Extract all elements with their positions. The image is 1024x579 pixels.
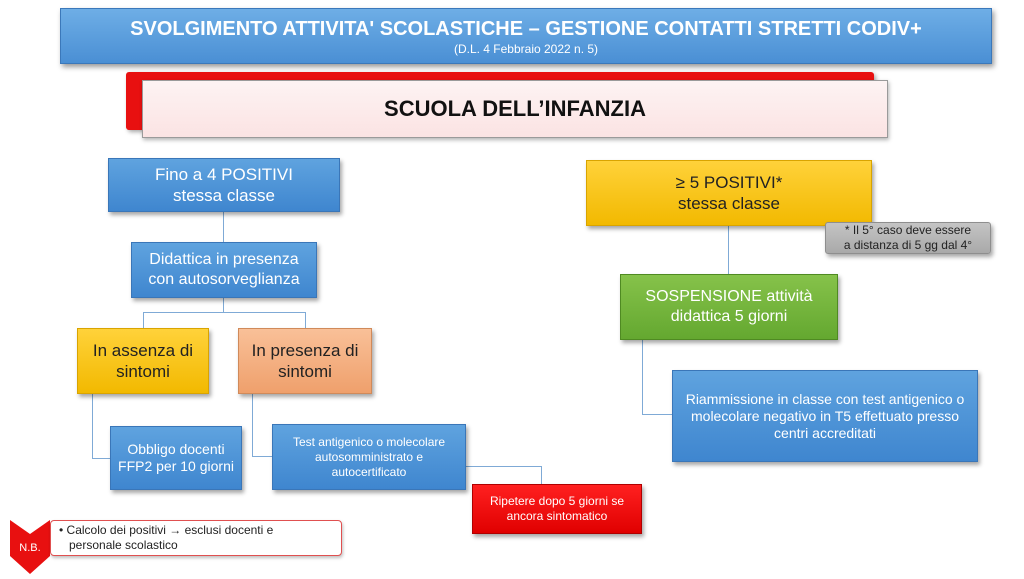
five-or-more-positives-line1: ≥ 5 POSITIVI* [675,173,783,192]
self-test-line3: autocertificato [331,464,407,479]
connector [642,414,672,415]
repeat-test-box [472,484,642,534]
connector [541,466,542,484]
nb-badge [10,520,50,574]
fifth-case-note-line2: a distanza di 5 gg dal 4° [843,238,973,252]
footnote-line1: • Calcolo dei positivi → esclusi docenti e [59,523,274,537]
connector [143,312,144,328]
suspension-line1: SOSPENSIONE attività [645,288,813,305]
in-person-teaching-line1: Didattica in presenza [149,251,299,268]
suspension-line2: didattica 5 giorni [670,308,788,325]
up-to-4-positives-box [108,158,340,212]
section-title-box [142,80,888,138]
ffp2-obligation-box [110,426,242,490]
header-banner [60,8,992,64]
up-to-4-positives-line1: Fino a 4 POSITIVI [155,165,293,184]
repeat-test-line2: ancora sintomatico [506,509,608,523]
readmission-line1: Riammissione in classe con test antigenico o [685,390,965,407]
nb-label: N.B. [19,542,41,554]
ffp2-obligation-line1: Obbligo docenti [127,441,225,457]
self-test-line2: autosomministrato e [314,449,424,464]
connector [305,312,306,328]
fifth-case-note [825,222,991,254]
section-title: SCUOLA DELL’INFANZIA [384,96,646,121]
ffp2-obligation-line2: FFP2 per 10 giorni [118,458,234,474]
readmission-line2: molecolare negativo in T5 effettuato presso [691,407,959,424]
no-symptoms-line1: In assenza di [92,341,194,360]
connector [92,394,93,458]
no-symptoms-line2: sintomi [116,362,170,381]
connector [252,394,253,456]
self-test-line1: Test antigenico o molecolare [292,434,446,449]
readmission-box [672,370,978,462]
connector [252,456,272,457]
no-symptoms-box [77,328,209,394]
header-title: SVOLGIMENTO ATTIVITA' SCOLASTICHE – GESTIONE CONTATTI STRETTI CODIV+ [130,17,922,40]
with-symptoms-box [238,328,372,394]
in-person-teaching-line2: con autosorveglianza [148,271,300,288]
self-test-box [272,424,466,490]
five-or-more-positives-box [586,160,872,226]
connector [728,226,729,274]
connector [223,298,224,312]
connector [642,340,643,414]
readmission-line3: centri accreditati [774,424,876,441]
repeat-test-line1: Ripetere dopo 5 giorni se [489,494,625,508]
five-or-more-positives-line2: stessa classe [677,194,781,213]
connector [223,212,224,242]
up-to-4-positives-line2: stessa classe [172,186,276,205]
footnote-box [50,520,342,556]
connector [143,312,306,313]
fifth-case-note-line1: * Il 5° caso deve essere [844,223,972,237]
with-symptoms-line1: In presenza di [251,341,359,360]
suspension-box [620,274,838,340]
connector [92,458,110,459]
with-symptoms-line2: sintomi [278,362,332,381]
in-person-teaching-box [131,242,317,298]
footnote-line2: personale scolastico [69,538,178,552]
header-subtitle: (D.L. 4 Febbraio 2022 n. 5) [453,41,599,56]
